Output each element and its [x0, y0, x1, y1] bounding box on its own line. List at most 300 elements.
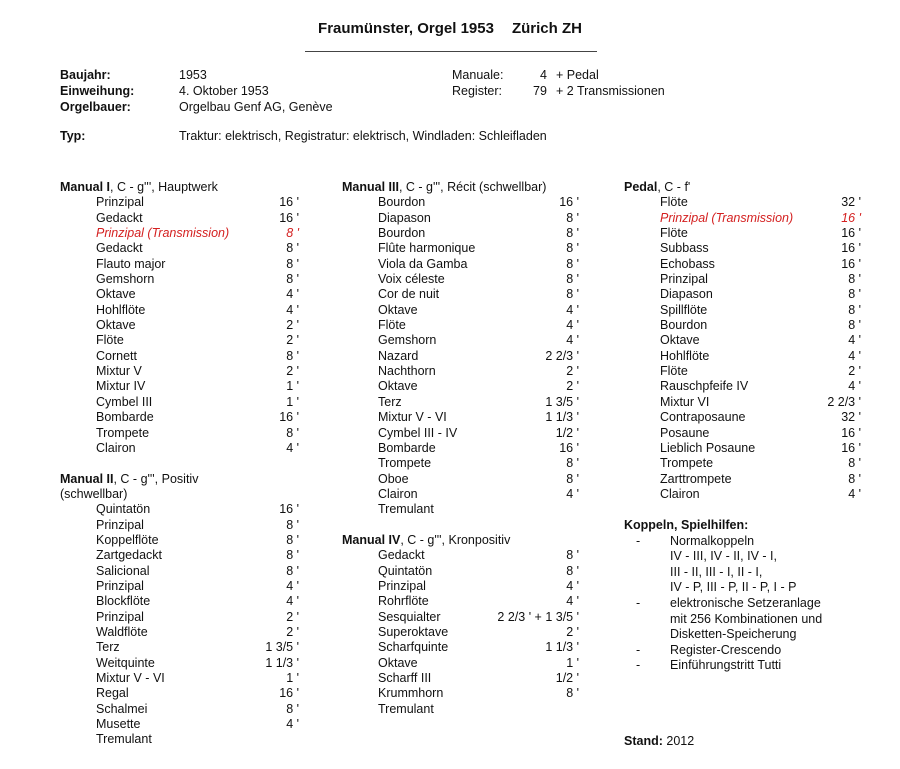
stop-row [60, 226, 305, 241]
stop-name: Superoktave [378, 624, 449, 639]
manual-3-stops [342, 195, 587, 517]
stop-row [624, 379, 874, 394]
stop-row [342, 594, 587, 609]
stand-value: 2012 [666, 734, 695, 748]
page-title [0, 20, 900, 37]
stop-size: 16 ' [279, 195, 299, 210]
stop-row [342, 395, 587, 410]
stop-name: Hohlflöte [660, 348, 710, 363]
manual-1-stops [60, 195, 305, 456]
stop-name: Posaune [660, 425, 710, 440]
stop-row [624, 441, 874, 456]
stop-size: 1 3/5 ' [545, 394, 579, 409]
stop-name: Rauschpfeife IV [660, 379, 749, 394]
stop-row [342, 287, 587, 302]
stop-row [342, 456, 587, 471]
stop-name: Scharfquinte [378, 640, 449, 655]
stop-size: 8 ' [848, 456, 861, 471]
baujahr-value: 1953 [179, 68, 207, 82]
stop-name: Cymbel III [96, 394, 153, 409]
stop-row [342, 195, 587, 210]
stop-size: 8 ' [566, 456, 579, 471]
koppeln-text: IV - III, IV - II, IV - I, [670, 549, 777, 564]
stop-row [60, 441, 305, 456]
orgelbauer-value: Orgelbau Genf AG, Genève [179, 100, 333, 114]
stop-row [60, 426, 305, 441]
stop-name: Cor de nuit [378, 287, 440, 302]
stop-size: 4 ' [848, 333, 861, 348]
stop-row [60, 564, 305, 579]
stop-name: Tremulant [96, 732, 152, 747]
stop-name: Oktave [96, 318, 136, 333]
stop-name: Flöte [378, 318, 406, 333]
manual-2-heading-line2: (schwellbar) [60, 486, 128, 501]
stop-row [624, 456, 874, 471]
stop-size: 8 ' [286, 517, 299, 532]
stop-row [60, 349, 305, 364]
stop-size: 2 ' [566, 624, 579, 639]
stop-name: Diapason [660, 287, 713, 302]
stop-name: Mixtur V - VI [96, 671, 165, 685]
stop-row [342, 241, 587, 256]
stop-row [342, 333, 587, 348]
stop-row [624, 364, 874, 379]
typ-value: Traktur: elektrisch, Registratur: elektrisch, Windladen: Schleifladen [179, 129, 547, 143]
stop-name: Lieblich Posaune [660, 440, 756, 455]
stop-size: 8 ' [848, 318, 861, 333]
stop-size: 8 ' [286, 532, 299, 547]
stop-size: 8 ' [286, 272, 299, 287]
stop-name: Mixtur V - VI [378, 410, 447, 425]
koppeln-line [624, 564, 763, 581]
stop-size: 2 2/3 ' [827, 394, 861, 409]
stop-name: Prinzipal [378, 578, 426, 593]
stop-size: 1 ' [286, 379, 299, 394]
stop-size: 1 1/3 ' [265, 655, 299, 670]
stop-name: Hohlflöte [96, 302, 146, 317]
stop-name: Oktave [660, 333, 700, 348]
stop-name: Bourdon [660, 318, 708, 333]
stop-size: 2 2/3 ' + 1 3/5 ' [497, 609, 579, 624]
stop-size: 16 ' [279, 410, 299, 425]
stop-size: 8 ' [566, 548, 579, 563]
stop-name: Sesquialter [378, 609, 441, 624]
stop-name: Schalmei [96, 701, 148, 716]
stop-size: 2 2/3 ' [545, 348, 579, 363]
stop-size: 8 ' [286, 701, 299, 716]
stop-name: Flauto major [96, 256, 166, 271]
stop-size: 4 ' [286, 717, 299, 732]
stop-size: 32 ' [841, 195, 861, 210]
stop-row [342, 686, 587, 701]
stop-size: 8 ' [566, 210, 579, 225]
stop-size: 4 ' [286, 594, 299, 609]
stop-row [342, 640, 587, 655]
stop-size: 8 ' [848, 287, 861, 302]
stop-row [60, 303, 305, 318]
typ-label: Typ: [60, 129, 86, 143]
stop-name: Voix céleste [378, 272, 445, 287]
register-extra: + 2 Transmissionen [556, 84, 665, 98]
stop-row [60, 195, 305, 210]
stop-name: Flöte [660, 195, 688, 210]
stop-name: Zarttrompete [660, 471, 732, 486]
koppeln-text: III - II, III - I, II - I, [670, 564, 763, 579]
stop-size: 8 ' [286, 256, 299, 271]
stop-size: 8 ' [566, 686, 579, 701]
stop-size: 8 ' [566, 272, 579, 287]
stop-row [60, 732, 305, 747]
stop-size: 16 ' [841, 256, 861, 271]
stop-name: Trompete [378, 456, 432, 471]
stop-size: 4 ' [566, 578, 579, 593]
manuale-value: 4 [540, 68, 547, 82]
stop-row [60, 395, 305, 410]
stop-size: 2 ' [286, 364, 299, 379]
stop-row [342, 379, 587, 394]
stop-name: Bombarde [378, 440, 436, 455]
stop-name: Mixtur VI [660, 394, 710, 409]
stop-row [342, 502, 587, 517]
stop-row [624, 410, 874, 425]
stop-row [624, 226, 874, 241]
pedal-stops [624, 195, 874, 502]
stop-row [624, 472, 874, 487]
koppeln-text: Normalkoppeln [670, 533, 755, 548]
stop-row [342, 625, 587, 640]
stop-size: 8 ' [286, 226, 299, 241]
stop-name: Contraposaune [660, 410, 746, 425]
bullet-dash: - [636, 533, 641, 548]
manual-1-heading: Manual I, C - g''', Hauptwerk [60, 180, 218, 194]
stop-name: Krummhorn [378, 686, 444, 701]
stop-name: Quintatön [378, 563, 433, 578]
stop-name: Flöte [660, 226, 688, 241]
stop-name: Weitquinte [96, 655, 155, 670]
stop-size: 32 ' [841, 410, 861, 425]
stop-row [342, 656, 587, 671]
stop-row [60, 656, 305, 671]
stop-size: 1/2 ' [555, 425, 579, 440]
stop-size: 2 ' [286, 609, 299, 624]
stop-name: Prinzipal (Transmission) [660, 210, 794, 225]
stop-row [624, 241, 874, 256]
stop-size: 8 ' [566, 563, 579, 578]
stop-row [342, 487, 587, 502]
column-left [60, 180, 305, 748]
stop-name: Prinzipal [96, 609, 144, 624]
stop-row [342, 702, 587, 717]
stop-size: 4 ' [566, 318, 579, 333]
stop-name: Cornett [96, 348, 137, 363]
stop-row [342, 226, 587, 241]
stop-name: Bourdon [378, 226, 426, 241]
stop-row [342, 548, 587, 563]
stop-size: 4 ' [566, 333, 579, 348]
stop-row [60, 272, 305, 287]
stop-name: Oktave [378, 379, 418, 394]
stop-name: Prinzipal [96, 195, 144, 210]
stop-row [60, 410, 305, 425]
stop-name: Viola da Gamba [378, 256, 468, 271]
stop-size: 1 ' [286, 671, 299, 685]
stop-size: 1 ' [286, 394, 299, 409]
stop-row [60, 333, 305, 348]
stop-row [342, 318, 587, 333]
stop-row [60, 211, 305, 226]
stop-name: Gedackt [96, 210, 143, 225]
stop-size: 1/2 ' [555, 671, 579, 685]
koppeln-line [624, 627, 797, 643]
koppeln-line [624, 580, 797, 596]
stop-name: Oktave [378, 302, 418, 317]
stop-name: Gemshorn [378, 333, 437, 348]
stop-row [60, 257, 305, 272]
stop-name: Clairon [96, 440, 136, 455]
register-value: 79 [533, 84, 547, 98]
koppeln-list [624, 533, 823, 674]
stop-size: 16 ' [559, 440, 579, 455]
column-right [624, 180, 874, 502]
manuale-label: Manuale: [452, 68, 504, 82]
stop-size: 8 ' [566, 226, 579, 241]
stop-size: 4 ' [286, 287, 299, 302]
stop-row [624, 487, 874, 502]
orgelbauer-label: Orgelbauer: [60, 100, 131, 114]
stop-name: Trompete [96, 425, 150, 440]
stop-name: Oktave [378, 655, 418, 670]
stop-row [624, 272, 874, 287]
stop-row [60, 686, 305, 701]
stop-size: 4 ' [848, 379, 861, 394]
stop-name: Prinzipal [96, 578, 144, 593]
stop-row [60, 364, 305, 379]
stop-row [342, 211, 587, 226]
koppeln-line [624, 642, 782, 659]
stop-row [624, 211, 874, 226]
stop-size: 16 ' [841, 440, 861, 455]
koppeln-line [624, 595, 821, 612]
stop-size: 4 ' [848, 348, 861, 363]
stop-name: Gemshorn [96, 272, 155, 287]
stop-size: 4 ' [566, 594, 579, 609]
title-location: Zürich ZH [511, 20, 582, 37]
manuale-extra: + Pedal [556, 68, 599, 82]
stop-size: 8 ' [566, 241, 579, 256]
stop-name: Bourdon [378, 195, 426, 210]
stop-row [342, 564, 587, 579]
stop-row [342, 441, 587, 456]
stop-name: Prinzipal (Transmission) [96, 226, 230, 241]
stop-size: 4 ' [566, 486, 579, 501]
stop-size: 8 ' [286, 425, 299, 440]
stop-size: 16 ' [559, 195, 579, 210]
title-organ: Fraumünster, Orgel 1953 [318, 20, 494, 37]
stop-name: Oktave [96, 287, 136, 302]
stop-name: Blockflöte [96, 594, 151, 609]
stop-row [624, 395, 874, 410]
stand-label: Stand: [624, 734, 663, 748]
stop-name: Subbass [660, 241, 709, 256]
stop-name: Oboe [378, 471, 409, 486]
stop-name: Trompete [660, 456, 714, 471]
stop-row [342, 364, 587, 379]
stop-size: 1 1/3 ' [545, 640, 579, 655]
koppeln-text: IV - P, III - P, II - P, I - P [670, 580, 797, 595]
stop-name: Quintatön [96, 502, 151, 517]
stop-size: 2 ' [848, 364, 861, 379]
stop-row [60, 702, 305, 717]
stand-line [624, 734, 694, 748]
stop-size: 16 ' [841, 241, 861, 256]
stop-size: 8 ' [848, 302, 861, 317]
manual-4-stops [342, 548, 587, 717]
stop-row [624, 333, 874, 348]
stop-row [342, 426, 587, 441]
stop-row [60, 533, 305, 548]
manual-4-heading: Manual IV, C - g''', Kronpositiv [342, 532, 511, 547]
stop-name: Flöte [660, 364, 688, 379]
stop-row [60, 610, 305, 625]
stop-row [60, 594, 305, 609]
stop-name: Terz [378, 394, 402, 409]
stop-size: 8 ' [848, 471, 861, 486]
stop-size: 2 ' [566, 364, 579, 379]
stop-row [60, 318, 305, 333]
stop-row [60, 287, 305, 302]
stop-row [60, 518, 305, 533]
stop-row [342, 303, 587, 318]
stop-row [342, 349, 587, 364]
stop-name: Salicional [96, 563, 150, 578]
stop-name: Bombarde [96, 410, 154, 425]
stop-row [60, 379, 305, 394]
stop-name: Zartgedackt [96, 548, 163, 563]
koppeln-text: mit 256 Kombinationen und [670, 611, 823, 626]
manual-2-stops [60, 502, 305, 748]
stop-size: 4 ' [286, 440, 299, 455]
koppeln-section [624, 518, 823, 674]
stop-name: Gedackt [378, 548, 425, 563]
stop-name: Tremulant [378, 701, 434, 716]
stop-row [624, 195, 874, 210]
stop-size: 4 ' [848, 486, 861, 501]
stop-size: 16 ' [279, 686, 299, 701]
stop-name: Prinzipal [96, 517, 144, 532]
stop-size: 16 ' [841, 226, 861, 241]
stop-row [624, 426, 874, 441]
stop-name: Clairon [660, 486, 700, 501]
stop-size: 2 ' [566, 379, 579, 394]
stop-size: 8 ' [566, 256, 579, 271]
stop-name: Echobass [660, 256, 715, 271]
manual-3-heading: Manual III, C - g''', Récit (schwellbar) [342, 180, 547, 194]
stop-row [624, 257, 874, 272]
stop-name: Musette [96, 717, 141, 732]
stop-name: Scharff III [378, 671, 432, 685]
stop-size: 8 ' [286, 241, 299, 256]
koppeln-line [624, 549, 777, 565]
stop-row [342, 272, 587, 287]
koppeln-text: Einführungstritt Tutti [670, 658, 782, 673]
koppeln-text: Disketten-Speicherung [670, 627, 797, 642]
stop-row [60, 717, 305, 732]
stop-row [60, 625, 305, 640]
einweihung-value: 4. Oktober 1953 [179, 84, 269, 98]
stop-name: Tremulant [378, 502, 434, 517]
stop-name: Koppelflöte [96, 532, 159, 547]
stop-name: Spillflöte [660, 302, 708, 317]
koppeln-line [624, 658, 782, 674]
stop-row [342, 257, 587, 272]
stop-row [60, 579, 305, 594]
pedal-heading: Pedal, C - f' [624, 180, 691, 194]
stop-row [60, 502, 305, 517]
einweihung-label: Einweihung: [60, 84, 135, 98]
stop-size: 4 ' [286, 578, 299, 593]
stop-row [60, 640, 305, 655]
koppeln-text: Register-Crescendo [670, 642, 782, 657]
stop-row [60, 671, 305, 686]
stop-name: Mixtur V [96, 364, 142, 379]
stop-row [342, 579, 587, 594]
stop-row [342, 472, 587, 487]
stop-name: Rohrflöte [378, 594, 429, 609]
stop-size: 1 1/3 ' [545, 410, 579, 425]
stop-size: 1 ' [566, 655, 579, 670]
stop-name: Gedackt [96, 241, 143, 256]
stop-row [624, 303, 874, 318]
stop-size: 16 ' [841, 210, 861, 225]
stop-row [342, 410, 587, 425]
stop-row [624, 287, 874, 302]
koppeln-heading: Koppeln, Spielhilfen: [624, 518, 749, 532]
stop-size: 16 ' [841, 425, 861, 440]
baujahr-label: Baujahr: [60, 68, 111, 82]
title-divider [305, 51, 597, 52]
stop-size: 8 ' [566, 471, 579, 486]
stop-size: 2 ' [286, 624, 299, 639]
stop-name: Diapason [378, 210, 431, 225]
stop-row [342, 610, 587, 625]
koppeln-text: elektronische Setzeranlage [670, 595, 821, 610]
stop-row [342, 671, 587, 686]
stop-row [624, 349, 874, 364]
bullet-dash: - [636, 595, 641, 610]
manual-2-heading: Manual II, C - g''', Positiv [60, 471, 199, 486]
stop-row [60, 548, 305, 563]
stop-size: 2 ' [286, 333, 299, 348]
stop-name: Prinzipal [660, 272, 708, 287]
register-label: Register: [452, 84, 503, 98]
stop-name: Terz [96, 640, 120, 655]
stop-name: Flöte [96, 333, 124, 348]
stop-size: 4 ' [566, 302, 579, 317]
stop-size: 16 ' [279, 210, 299, 225]
stop-name: Regal [96, 686, 129, 701]
stop-size: 4 ' [286, 302, 299, 317]
stop-name: Cymbel III - IV [378, 425, 458, 440]
stop-name: Waldflöte [96, 624, 148, 639]
stop-name: Clairon [378, 486, 418, 501]
stop-size: 8 ' [286, 563, 299, 578]
stop-size: 8 ' [566, 287, 579, 302]
stop-row [60, 241, 305, 256]
stop-name: Flûte harmonique [378, 241, 476, 256]
stop-size: 8 ' [286, 348, 299, 363]
koppeln-line [624, 533, 755, 550]
stop-size: 1 3/5 ' [265, 640, 299, 655]
